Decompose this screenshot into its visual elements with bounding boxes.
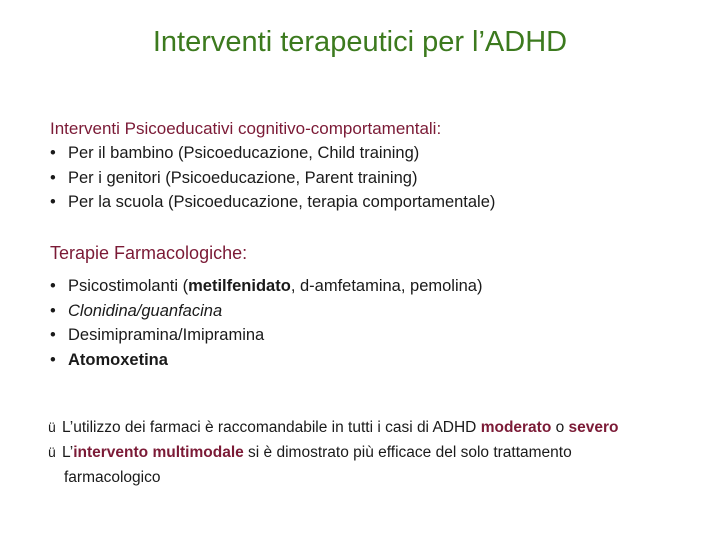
- psychoeducational-heading: Interventi Psicoeducativi cognitivo-comportamentali:: [50, 119, 442, 138]
- list-item: • Per la scuola (Psicoeducazione, terapia comportamentale): [50, 190, 495, 215]
- note-line: ü L’intervento multimodale si è dimostrato più efficace del solo trattamento: [48, 440, 619, 465]
- list-item: • Atomoxetina: [50, 348, 482, 373]
- list-item: • Per i genitori (Psicoeducazione, Parent training): [50, 166, 495, 191]
- bullet-icon: •: [50, 350, 56, 369]
- bullet-icon: •: [50, 326, 56, 344]
- list-item: • Desimipramina/Imipramina: [50, 323, 482, 348]
- pharmacological-list: [50, 274, 482, 372]
- bullet-icon: •: [50, 277, 56, 295]
- bullet-icon: •: [50, 301, 56, 320]
- psychoeducational-list: [50, 141, 495, 215]
- psychoeducational-section: [50, 117, 495, 215]
- pharmacological-heading: Terapie Farmacologiche:: [50, 243, 248, 263]
- note-line: ü L’utilizzo dei farmaci è raccomandabile in tutti i casi di ADHD moderato o severo: [48, 415, 619, 440]
- pharmacological-section: [50, 241, 482, 372]
- checkmark-icon: ü: [48, 419, 56, 435]
- bullet-icon: •: [50, 144, 56, 162]
- list-item: • Psicostimolanti (metilfenidato, d-amfetamina, pemolina): [50, 274, 482, 299]
- slide-title: Interventi terapeutici per l’ADHD: [152, 26, 568, 58]
- list-item: • Clonidina/guanfacina: [50, 299, 482, 324]
- bullet-icon: •: [50, 193, 56, 211]
- checkmark-icon: ü: [48, 444, 56, 460]
- note-continuation: farmacologico: [64, 469, 161, 486]
- bullet-icon: •: [50, 168, 56, 187]
- list-item: • Per il bambino (Psicoeducazione, Child training): [50, 141, 495, 166]
- notes-section: [48, 415, 619, 490]
